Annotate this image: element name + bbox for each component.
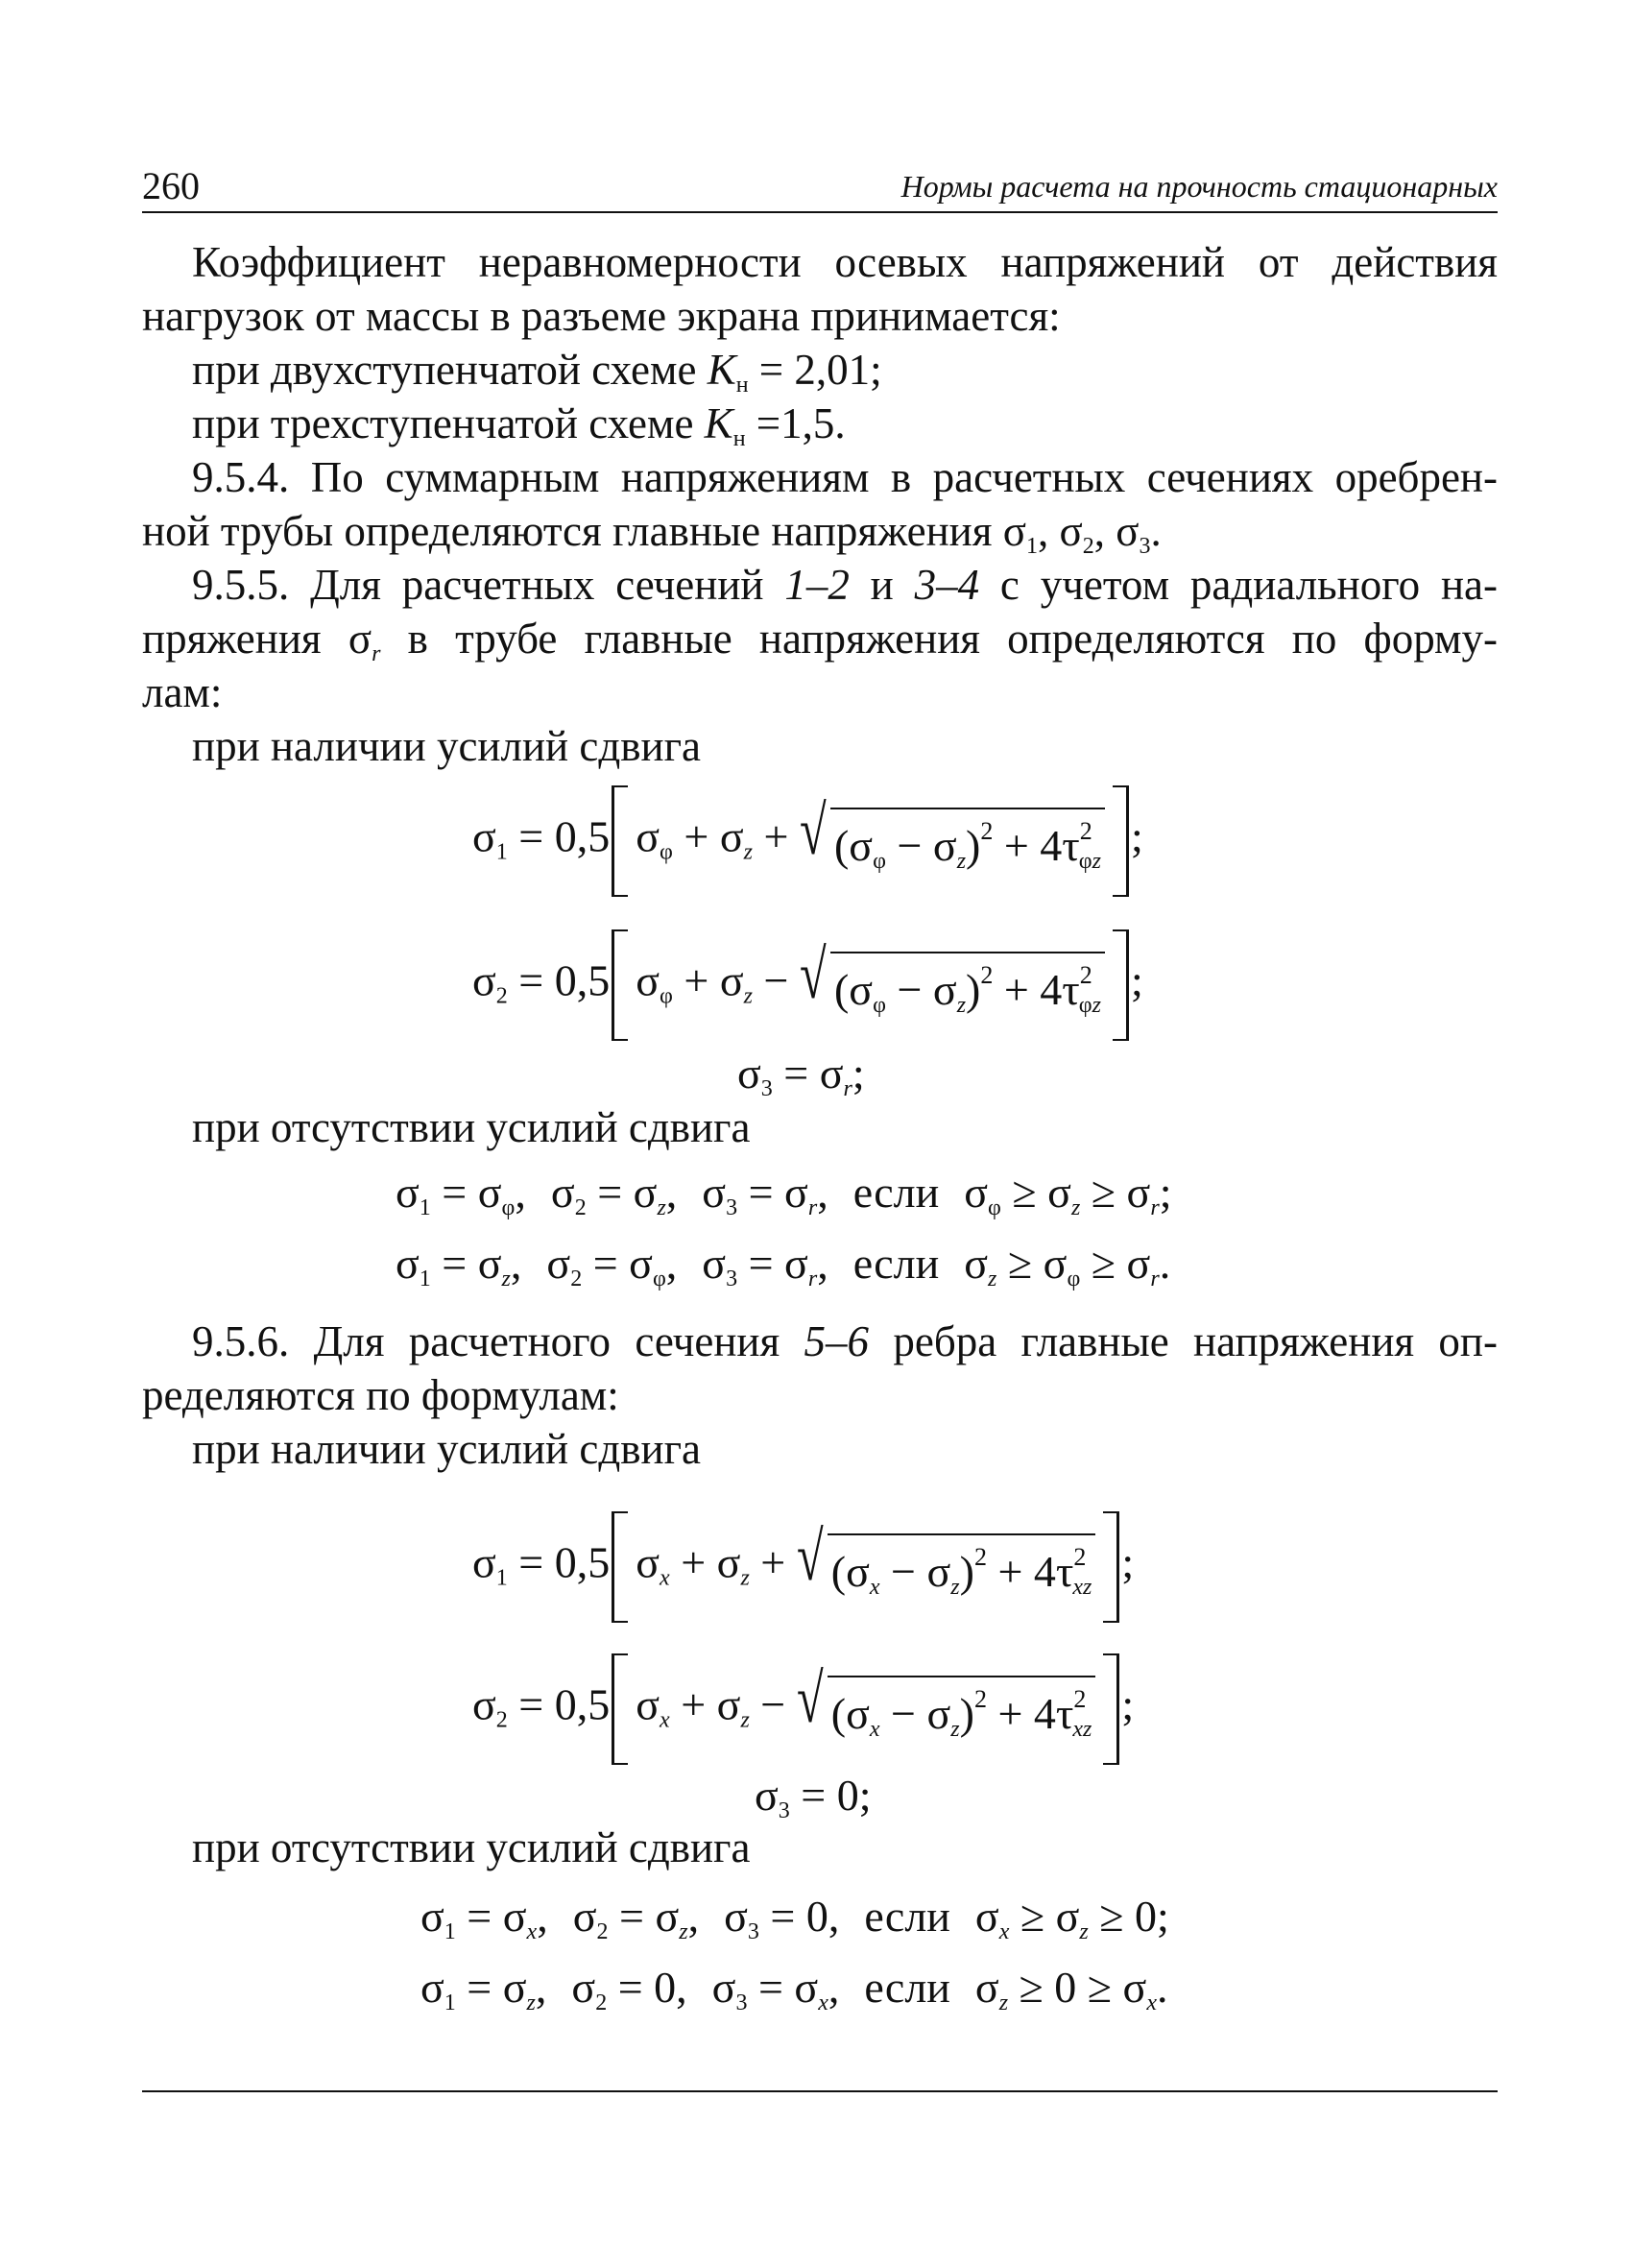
para-1-line-1: Коэффициент неравномерности осевых напряжений от действия bbox=[192, 238, 1498, 286]
formula-case-2: $\sigma_1 = \sigma_z$, $\sigma_2 = \sigma_\varphi$, $\sigma_3 = \sigma_r$, если $\sigma_z \ge \sigma_\varphi \ge \sigma_r$. bbox=[396, 1239, 1171, 1291]
header-rule bbox=[142, 211, 1498, 213]
shear-absent-label-2: при отсутствии усилий сдвига bbox=[192, 1823, 751, 1871]
para-3-line-2: пряжения $\sigma_r$ в трубе главные напряжения определяются по форму- bbox=[142, 615, 1498, 666]
formula-sigma2-phi-z: $\sigma_2 = 0,5$ $\sigma_\varphi + \sigma_z$ − √ $(\sigma_\varphi - \sigma_z)^2 + 4\tau^2_{\varphi z}$; bbox=[472, 929, 1143, 1041]
para-1-line-3: при двухступенчатой схеме $K_н = 2,01$; bbox=[192, 346, 882, 398]
para-2-line-1: 9.5.4. По суммарным напряжениям в расчетных сечениях оребрен- bbox=[192, 453, 1498, 501]
page-header bbox=[142, 161, 1498, 211]
para-1-line-2: нагрузок от массы в разъеме экрана принимается: bbox=[142, 292, 1061, 340]
para-4-line-2: ределяются по формулам: bbox=[142, 1371, 619, 1419]
para-2-line-2: ной трубы определяются главные напряжения $\sigma_1$, $\sigma_2$, $\sigma_3$. bbox=[142, 507, 1162, 559]
para-1-line-4: при трехступенчатой схеме $K_н =1,5$. bbox=[192, 399, 846, 451]
para-3-line-1: 9.5.5. Для расчетных сечений 1–2 и 3–4 с учетом радиального на- bbox=[192, 561, 1498, 609]
formula-sigma1-x-z: $\sigma_1 = 0,5$ $\sigma_x + \sigma_z$ + √ $(\sigma_x - \sigma_z)^2 + 4\tau^2_{xz}$; bbox=[472, 1511, 1134, 1623]
formula-case-1: $\sigma_1 = \sigma_\varphi$, $\sigma_2 = \sigma_z$, $\sigma_3 = \sigma_r$, если $\sigma_\varphi \ge \sigma_z \ge \sigma_r$; bbox=[396, 1168, 1172, 1220]
running-title: Нормы расчета на прочность стационарных bbox=[900, 169, 1498, 204]
formula-sigma2-x-z: $\sigma_2 = 0,5$ $\sigma_x + \sigma_z$ − √ $(\sigma_x - \sigma_z)^2 + 4\tau^2_{xz}$; bbox=[472, 1653, 1134, 1765]
footer-rule bbox=[142, 2090, 1498, 2092]
formula-case-3: $\sigma_1 = \sigma_x$, $\sigma_2 = \sigma_z$, $\sigma_3 = 0$, если $\sigma_x \ge \sigma_z \ge 0$; bbox=[420, 1892, 1169, 1944]
para-3-line-3: лам: bbox=[142, 668, 223, 716]
page-number: 260 bbox=[142, 164, 200, 207]
formula-sigma1-phi-z: $\sigma_1 = 0,5$ $\sigma_\varphi + \sigma_z$ + √ $(\sigma_\varphi - \sigma_z)^2 + 4\tau^2_{\varphi z}$; bbox=[472, 785, 1143, 897]
formula-sigma3-r: $\sigma_3 = \sigma_r$; bbox=[737, 1049, 865, 1101]
formula-case-4: $\sigma_1 = \sigma_z$, $\sigma_2 = 0$, $\sigma_3 = \sigma_x$, если $\sigma_z \ge 0 \ge \sigma_x$. bbox=[420, 1963, 1168, 2015]
formula-sigma3-zero: $\sigma_3 = 0$; bbox=[755, 1771, 872, 1823]
shear-absent-label-1: при отсутствии усилий сдвига bbox=[192, 1103, 751, 1151]
para-4-line-1: 9.5.6. Для расчетного сечения 5–6 ребра главные напряжения оп- bbox=[192, 1317, 1498, 1365]
shear-present-label-1: при наличии усилий сдвига bbox=[192, 722, 702, 770]
shear-present-label-2: при наличии усилий сдвига bbox=[192, 1425, 702, 1473]
